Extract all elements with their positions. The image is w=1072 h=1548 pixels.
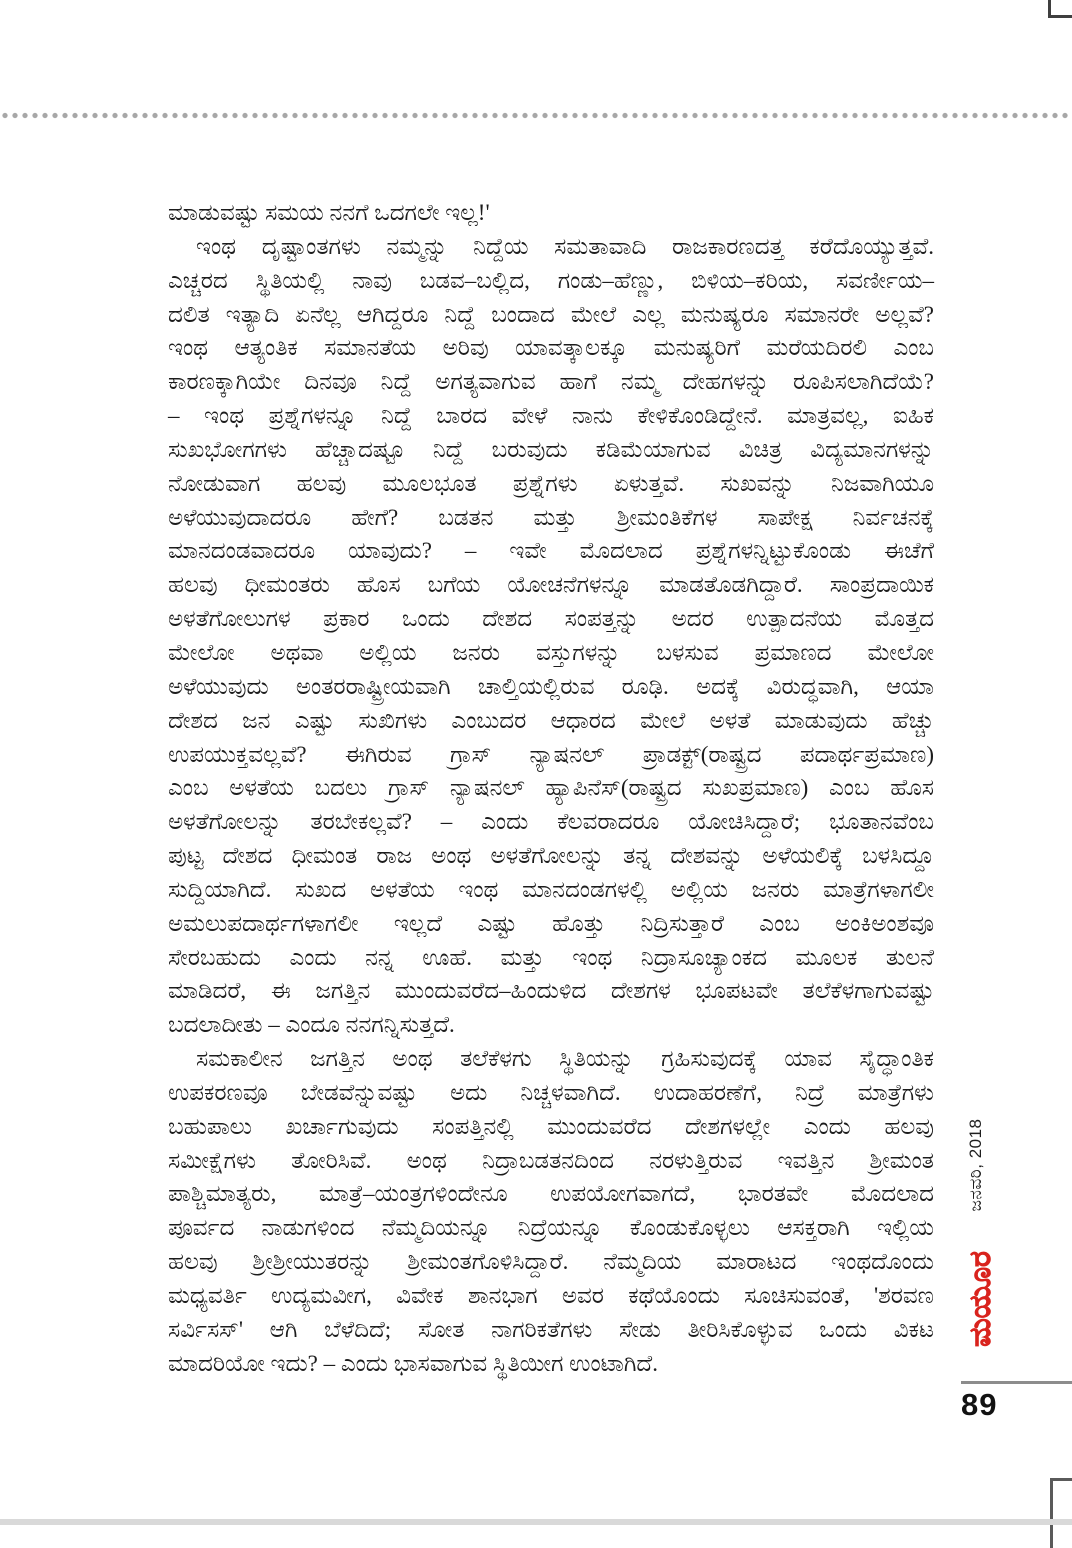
dotted-divider <box>0 112 1072 119</box>
text-line: ಎಚ್ಚರದ ಸ್ಥಿತಿಯಲ್ಲಿ ನಾವು ಬಡವ–ಬಲ್ಲಿದ, ಗಂಡು–ಹೆಣ್ಣು, ಬಿಳಿಯ–ಕರಿಯ, ಸವರ್ಣೀಯ– <box>168 267 934 293</box>
text-line: ನೋಡುವಾಗ ಹಲವು ಮೂಲಭೂತ ಪ್ರಶ್ನೆಗಳು ಏಳುತ್ತವೆ. ಸುಖವನ್ನು ನಿಜವಾಗಿಯೂ <box>168 470 934 496</box>
text-line: ಅಮಲುಪದಾರ್ಥಗಳಾಗಲೀ ಇಲ್ಲದೆ ಎಷ್ಟು ಹೊತ್ತು ನಿದ್ರಿಸುತ್ತಾರೆ ಎಂಬ ಅಂಕಿಅಂಶವೂ <box>168 910 934 936</box>
corner-crop-box-bottom <box>1050 1478 1072 1548</box>
text-line: ಬಹುಪಾಲು ಖರ್ಚಾಗುವುದು ಸಂಪತ್ತಿನಲ್ಲಿ ಮುಂದುವರೆದ ದೇಶಗಳಲ್ಲೇ ಎಂದು ಹಲವು <box>168 1113 934 1139</box>
text-line: ಸಮೀಕ್ಷೆಗಳು ತೋರಿಸಿವೆ. ಅಂಥ ನಿದ್ರಾಬಡತನದಿಂದ ನರಳುತ್ತಿರುವ ಇವತ್ತಿನ ಶ್ರೀಮಂತ <box>168 1147 934 1173</box>
text-line: ಹಲವು ಶ್ರೀಶ್ರೀಯುತರನ್ನು ಶ್ರೀಮಂತಗೊಳಿಸಿದ್ದಾರೆ. ನೆಮ್ಮದಿಯ ಮಾರಾಟದ ಇಂಥದೊಂದು <box>168 1249 934 1275</box>
text-line: ಮಾಡಿದರೆ, ಈ ಜಗತ್ತಿನ ಮುಂದುವರೆದ–ಹಿಂದುಳಿದ ದೇಶಗಳ ಭೂಪಟವೇ ತಲೆಕೆಳಗಾಗುವಷ್ಟು <box>168 978 934 1004</box>
issue-date: ಜನವರಿ, 2018 <box>966 1118 985 1212</box>
text-line: ಸುದ್ದಿಯಾಗಿದೆ. ಸುಖದ ಅಳತೆಯ ಇಂಥ ಮಾನದಂಡಗಳಲ್ಲಿ ಅಲ್ಲಿಯ ಜನರು ಮಾತ್ರೆಗಳಾಗಲೀ <box>168 876 934 902</box>
text-line: ಇಂಥ ಆತ್ಯಂತಿಕ ಸಮಾನತೆಯ ಅರಿವು ಯಾವತ್ಕಾಲಕ್ಕೂ ಮನುಷ್ಯರಿಗೆ ಮರೆಯದಿರಲಿ ಎಂಬ <box>168 335 934 361</box>
magazine-title: ಮಯೂರ <box>964 1251 997 1347</box>
text-line: ಕಾರಣಕ್ಕಾಗಿಯೇ ದಿನವೂ ನಿದ್ದೆ ಅಗತ್ಯವಾಗುವ ಹಾಗೆ ನಮ್ಮ ದೇಹಗಳನ್ನು ರೂಪಿಸಲಾಗಿದೆಯೆ? <box>168 369 934 395</box>
text-line: ಇಂಥ ದೃಷ್ಟಾಂತಗಳು ನಮ್ಮನ್ನು ನಿದ್ದೆಯ ಸಮತಾವಾದಿ ರಾಜಕಾರಣದತ್ತ ಕರೆದೊಯ್ಯುತ್ತವೆ. <box>196 233 934 259</box>
text-line: ದಲಿತ ಇತ್ಯಾದಿ ಏನೆಲ್ಲ ಆಗಿದ್ದರೂ ನಿದ್ದೆ ಬಂದಾದ ಮೇಲೆ ಎಲ್ಲ ಮನುಷ್ಯರೂ ಸಮಾನರೇ ಅಲ್ಲವೆ? <box>168 301 934 327</box>
page-number-rule <box>961 1381 1072 1384</box>
text-line: ಅಳೆಯುವುದಾದರೂ ಹೇಗೆ? ಬಡತನ ಮತ್ತು ಶ್ರೀಮಂತಿಕೆಗಳ ಸಾಪೇಕ್ಷ ನಿರ್ವಚನಕ್ಕೆ <box>168 504 934 530</box>
text-line: – ಇಂಥ ಪ್ರಶ್ನೆಗಳನ್ನೂ ನಿದ್ದೆ ಬಾರದ ವೇಳೆ ನಾನು ಕೇಳಿಕೊಂಡಿದ್ದೇನೆ. ಮಾತ್ರವಲ್ಲ, ಐಹಿಕ <box>168 403 934 429</box>
text-column <box>168 196 934 1381</box>
text-line: ಮಾದರಿಯೋ ಇದು? – ಎಂದು ಭಾಸವಾಗುವ ಸ್ಥಿತಿಯೀಗ ಉಂಟಾಗಿದೆ. <box>168 1350 658 1376</box>
text-line: ಅಳೆಯುವುದು ಅಂತರರಾಷ್ಟ್ರೀಯವಾಗಿ ಚಾಲ್ತಿಯಲ್ಲಿರುವ ರೂಢಿ. ಅದಕ್ಕೆ ವಿರುದ್ಧವಾಗಿ, ಆಯಾ <box>168 673 934 699</box>
text-line: ಉಪಕರಣವೂ ಬೇಡವೆನ್ನುವಷ್ಟು ಅದು ನಿಚ್ಚಳವಾಗಿದೆ. ಉದಾಹರಣೆಗೆ, ನಿದ್ರೆ ಮಾತ್ರೆಗಳು <box>168 1079 934 1105</box>
text-line: ಸರ್ವಿಸಸ್' ಆಗಿ ಬೆಳೆದಿದೆ; ಸೋತ ನಾಗರಿಕತೆಗಳು ಸೇಡು ತೀರಿಸಿಕೊಳ್ಳುವ ಒಂದು ವಿಕಟ <box>168 1316 934 1342</box>
page-number: 89 <box>961 1387 998 1422</box>
text-line: ದೇಶದ ಜನ ಎಷ್ಟು ಸುಖಿಗಳು ಎಂಬುದರ ಆಧಾರದ ಮೇಲೆ ಅಳತೆ ಮಾಡುವುದು ಹೆಚ್ಚು <box>168 707 934 733</box>
text-line: ಹಲವು ಧೀಮಂತರು ಹೊಸ ಬಗೆಯ ಯೋಚನೆಗಳನ್ನೂ ಮಾಡತೊಡಗಿದ್ದಾರೆ. ಸಾಂಪ್ರದಾಯಿಕ <box>168 572 934 598</box>
text-line: ಅಳತೆಗೋಲುಗಳ ಪ್ರಕಾರ ಒಂದು ದೇಶದ ಸಂಪತ್ತನ್ನು ಅದರ ಉತ್ಪಾದನೆಯ ಮೊತ್ತದ <box>168 606 934 632</box>
text-line: ಮಧ್ಯವರ್ತಿ ಉದ್ಯಮವೀಗ, ವಿವೇಕ ಶಾನಭಾಗ ಅವರ ಕಥೆಯೊಂದು ಸೂಚಿಸುವಂತೆ, 'ಶರವಣ <box>168 1283 934 1308</box>
text-line: ಪೂರ್ವದ ನಾಡುಗಳಿಂದ ನೆಮ್ಮದಿಯನ್ನೂ ನಿದ್ರೆಯನ್ನೂ ಕೊಂಡುಕೊಳ್ಳಲು ಆಸಕ್ತರಾಗಿ ಇಲ್ಲಿಯ <box>168 1215 934 1241</box>
text-line: ಅಳತೆಗೋಲನ್ನು ತರಬೇಕಲ್ಲವೆ? – ಎಂದು ಕೆಲವರಾದರೂ ಯೋಚಿಸಿದ್ದಾರೆ; ಭೂತಾನವೆಂಬ <box>168 809 934 835</box>
text-line: ಎಂಬ ಅಳತೆಯ ಬದಲು ಗ್ರಾಸ್ ನ್ಯಾಷನಲ್ ಹ್ಯಾಪಿನೆಸ್(ರಾಷ್ಟ್ರದ ಸುಖಪ್ರಮಾಣ) ಎಂಬ ಹೊಸ <box>168 775 934 801</box>
text-line: ಪುಟ್ಟ ದೇಶದ ಧೀಮಂತ ರಾಜ ಅಂಥ ಅಳತೆಗೋಲನ್ನು ತನ್ನ ದೇಶವನ್ನು ಅಳೆಯಲಿಕ್ಕೆ ಬಳಸಿದ್ದೂ <box>168 843 934 869</box>
corner-crop-box-top <box>1048 0 1072 18</box>
text-line: ಮೇಲೋ ಅಥವಾ ಅಲ್ಲಿಯ ಜನರು ವಸ್ತುಗಳನ್ನು ಬಳಸುವ ಪ್ರಮಾಣದ ಮೇಲೋ <box>168 639 934 665</box>
page-bottom-edge <box>0 1519 1072 1525</box>
text-line: ಮಾನದಂಡವಾದರೂ ಯಾವುದು? – ಇವೇ ಮೊದಲಾದ ಪ್ರಶ್ನೆಗಳನ್ನಿಟ್ಟುಕೊಂಡು ಈಚೆಗೆ <box>168 538 934 564</box>
text-line: ಪಾಶ್ಚಿಮಾತ್ಯರು, ಮಾತ್ರೆ–ಯಂತ್ರಗಳಿಂದೇನೂ ಉಪಯೋಗವಾಗದೆ, ಭಾರತವೇ ಮೊದಲಾದ <box>168 1181 934 1207</box>
text-line: ಸಮಕಾಲೀನ ಜಗತ್ತಿನ ಅಂಥ ತಲೆಕೆಳಗು ಸ್ಥಿತಿಯನ್ನು ಗ್ರಹಿಸುವುದಕ್ಕೆ ಯಾವ ಸೈದ್ಧಾಂತಿಕ <box>196 1046 934 1072</box>
text-line: ಸೇರಬಹುದು ಎಂದು ನನ್ನ ಊಹೆ. ಮತ್ತು ಇಂಥ ನಿದ್ರಾಸೂಚ್ಯಾಂಕದ ಮೂಲಕ ತುಲನೆ <box>168 944 934 970</box>
text-line: ಬದಲಾದೀತು – ಎಂದೂ ನನಗನ್ನಿಸುತ್ತದೆ. <box>168 1012 455 1038</box>
text-line: ಸುಖಭೋಗಗಳು ಹೆಚ್ಚಾದಷ್ಟೂ ನಿದ್ದೆ ಬರುವುದು ಕಡಿಮೆಯಾಗುವ ವಿಚಿತ್ರ ವಿದ್ಯಮಾನಗಳನ್ನು <box>168 436 934 462</box>
text-line: ಮಾಡುವಷ್ಟು ಸಮಯ ನನಗೆ ಒದಗಲೇ ಇಲ್ಲ!' <box>168 200 490 225</box>
text-line: ಉಪಯುಕ್ತವಲ್ಲವೆ? ಈಗಿರುವ ಗ್ರಾಸ್ ನ್ಯಾಷನಲ್ ಪ್ರಾಡಕ್ಟ್‌(ರಾಷ್ಟ್ರದ ಪದಾರ್ಥಪ್ರಮಾಣ) <box>168 741 934 767</box>
